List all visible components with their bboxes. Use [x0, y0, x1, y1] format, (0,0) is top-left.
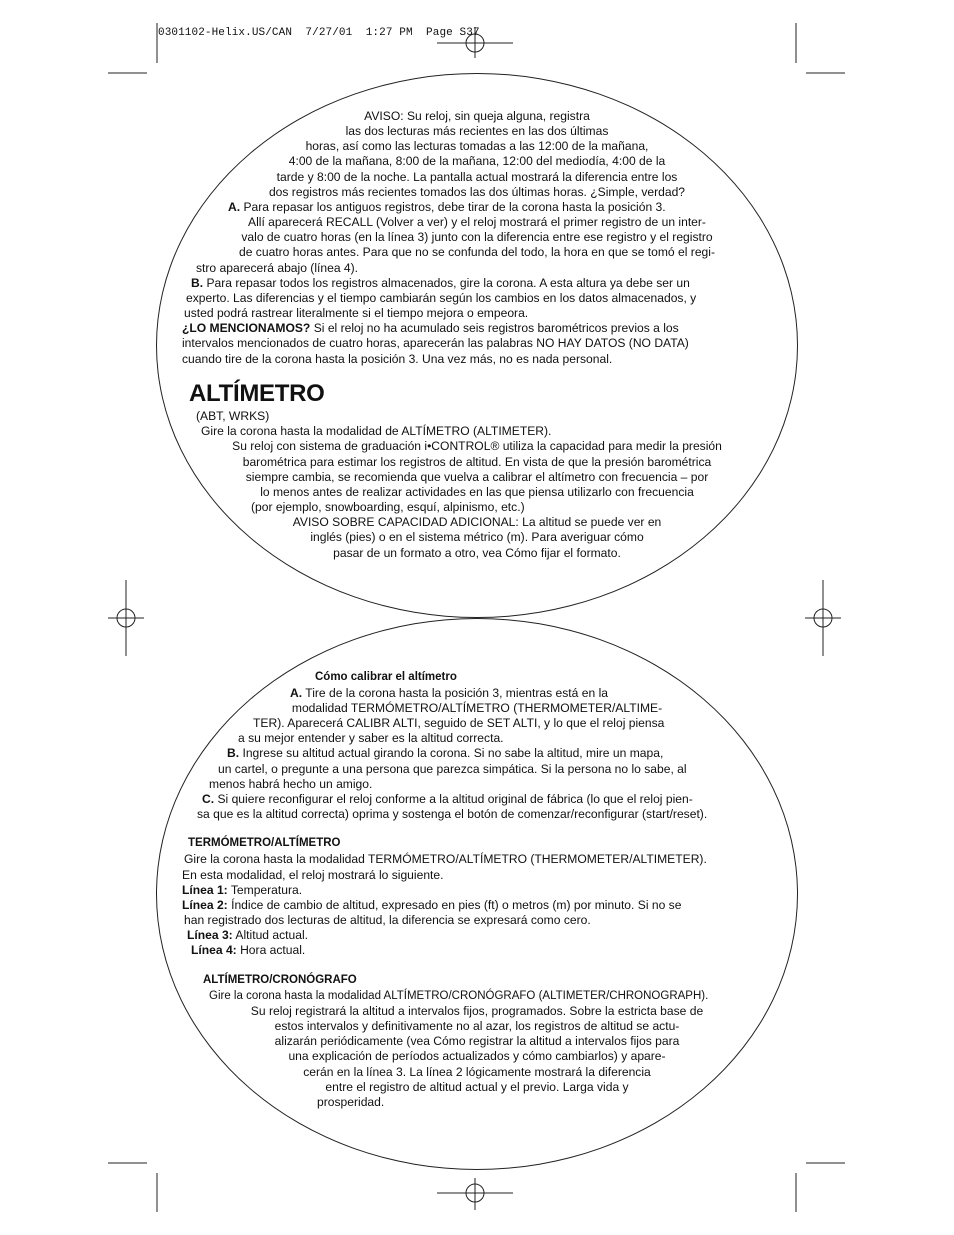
line-label: Línea 1: — [182, 883, 228, 897]
step-label: B. — [227, 746, 240, 760]
text-line: cuando tire de la corona hasta la posición 3. Una vez más, no es nada personal. — [182, 352, 613, 366]
registration-mark-left — [108, 580, 144, 656]
text-line: Su reloj registrará la altitud a intervalos fijos, programados. Sobre la estricta base de — [250, 1004, 704, 1018]
text-line: 4:00 de la mañana, 8:00 de la mañana, 12:00 del mediodía, 4:00 de la — [288, 154, 666, 168]
step-label: C. — [202, 792, 215, 806]
text-line: experto. Las diferencias y el tiempo cambiarán según los cambios en los datos almacenados, y — [186, 291, 697, 305]
line-label: Línea 4: — [191, 943, 237, 957]
text-line — [182, 321, 679, 336]
text-line: AVISO SOBRE CAPACIDAD ADICIONAL: La altitud se puede ver en — [292, 515, 662, 529]
thermo-heading: TERMÓMETRO/ALTÍMETRO — [188, 837, 341, 849]
text-line: AVISO: Su reloj, sin queja alguna, registra — [364, 109, 590, 123]
text-span: Altitud actual. — [235, 928, 309, 942]
text-line: lo menos antes de realizar actividades en las que piensa utilizarlo con frecuencia — [260, 485, 694, 499]
text-line: TER). Aparecerá CALIBR ALTI, seguido de SET ALTI, y lo que el reloj piensa — [253, 716, 665, 730]
text-span: Índice de cambio de altitud, expresado en pies (ft) o metros (m) por minuto. Si no se — [231, 898, 682, 912]
text-span: Para repasar los antiguos registros, debe tirar de la corona hasta la posición 3. — [243, 200, 666, 214]
text-line: entre el registro de altitud actual y el previo. Larga vida y — [325, 1080, 629, 1094]
text-line: de cuatro horas antes. Para que no se confunda del todo, la hora en que se tomó el regi- — [238, 245, 715, 259]
text-span: Temperatura. — [230, 883, 303, 897]
text-line: (ABT, WRKS) — [196, 409, 270, 423]
line-label: Línea 2: — [182, 898, 228, 912]
text-line: siempre cambia, se recomienda que vuelva a calibrar el altímetro con frecuencia – por — [245, 470, 709, 484]
calibrate-heading: Cómo calibrar el altímetro — [315, 671, 457, 683]
text-line — [228, 200, 666, 215]
section-title: ALTÍMETRO — [189, 380, 325, 407]
line-label: Línea 3: — [187, 928, 233, 942]
text-line: una explicación de períodos actualizados y cómo cambiarlos) y apare- — [288, 1049, 666, 1063]
text-line — [290, 686, 608, 701]
text-line — [227, 746, 663, 761]
text-line: cerán en la línea 3. La línea 2 lógicamente mostrará la diferencia — [303, 1065, 651, 1079]
text-line: dos registros más recientes tomados las dos últimas horas. ¿Simple, verdad? — [268, 185, 686, 199]
text-span: Hora actual. — [240, 943, 306, 957]
registration-mark-top — [437, 27, 513, 58]
line-4-item — [191, 943, 305, 958]
line-1-item — [182, 883, 302, 898]
text-span: Si quiere reconfigurar el reloj conforme a la altitud original de fábrica (lo que el reloj pien- — [217, 792, 693, 806]
printer-slug: 0301102-Helix.US/CAN 7/27/01 1:27 PM Page S37 — [158, 27, 480, 39]
text-span: Si el reloj no ha acumulado seis registros barométricos previos a los — [313, 321, 679, 335]
text-line: En esta modalidad, el reloj mostrará lo siguiente. — [182, 868, 444, 882]
text-line: un cartel, o pregunte a una persona que parezca simpática. Si la persona no lo sabe, al — [218, 762, 687, 776]
line-2-item — [182, 898, 681, 913]
text-line: (por ejemplo, snowboarding, esquí, alpinismo, etc.) — [251, 500, 525, 514]
text-line: horas, así como las lecturas tomadas a las 12:00 de la mañana, — [305, 139, 649, 153]
text-line: Allí aparecerá RECALL (Volver a ver) y el reloj mostrará el primer registro de un inter- — [248, 215, 706, 229]
text-line: stro aparecerá abajo (línea 4). — [196, 261, 359, 275]
text-line: Gire la corona hasta la modalidad TERMÓMETRO/ALTÍMETRO (THERMOMETER/ALTIMETER). — [184, 852, 707, 866]
chrono-heading: ALTÍMETRO/CRONÓGRAFO — [203, 974, 357, 986]
text-line — [202, 792, 693, 807]
item-label: A. — [228, 200, 241, 214]
text-line: menos habrá hecho un amigo. — [209, 777, 373, 791]
text-line — [191, 276, 690, 291]
text-line: estos intervalos y definitivamente no al azar, los registros de altitud se actu- — [274, 1019, 680, 1033]
text-line: barométrica para estimar los registros de altitud. En vista de que la presión barométrica — [242, 455, 712, 469]
text-line: prosperidad. — [317, 1095, 385, 1109]
registration-mark-bottom — [437, 1178, 513, 1210]
text-span: Para repasar todos los registros almacenados, gire la corona. A esta altura ya debe ser un — [206, 276, 690, 290]
text-line: las dos lecturas más recientes en las dos últimas — [345, 124, 609, 138]
text-line: Gire la corona hasta la modalidad ALTÍMETRO/CRONÓGRAFO (ALTIMETER/CHRONOGRAPH). — [209, 990, 709, 1002]
text-line: pasar de un formato a otro, vea Cómo fijar el formato. — [333, 546, 621, 560]
step-label: A. — [290, 686, 303, 700]
item-label: B. — [191, 276, 204, 290]
text-span: Tire de la corona hasta la posición 3, mientras está en la — [305, 686, 608, 700]
text-line: Gire la corona hasta la modalidad de ALTÍMETRO (ALTIMETER). — [201, 424, 552, 438]
text-line: valo de cuatro horas (en la línea 3) junto con la diferencia entre ese registro y el registro — [241, 230, 713, 244]
registration-mark-right — [805, 580, 841, 656]
text-line: modalidad TERMÓMETRO/ALTÍMETRO (THERMOMETER/ALTIME- — [291, 701, 663, 715]
text-line: alizarán periódicamente (vea Cómo registrar la altitud a intervalos fijos para — [274, 1034, 680, 1048]
text-line: Su reloj con sistema de graduación i•CONTROL® utiliza la capacidad para medir la presión — [232, 439, 722, 453]
text-line: tarde y 8:00 de la noche. La pantalla actual mostrará la diferencia entre los — [276, 170, 678, 184]
text-span: Ingrese su altitud actual girando la corona. Si no sabe la altitud, mire un mapa, — [242, 746, 664, 760]
line-3-item — [187, 928, 308, 943]
text-line: inglés (pies) o en el sistema métrico (m). Para averiguar cómo — [310, 530, 644, 544]
text-line: intervalos mencionados de cuatro horas, aparecerán las palabras NO HAY DATOS (NO DATA) — [182, 336, 689, 350]
text-line: usted podrá rastrear literalmente si el tiempo mejora o empeora. — [184, 306, 529, 320]
text-line: a su mejor entender y saber es la altitud correcta. — [238, 731, 504, 745]
text-line: sa que es la altitud correcta) oprima y sostenga el botón de comenzar/reconfigurar (start/reset). — [197, 807, 708, 821]
mention-label: ¿LO MENCIONAMOS? — [182, 321, 311, 335]
text-line: han registrado dos lecturas de altitud, la diferencia se expresará como cero. — [184, 913, 591, 927]
